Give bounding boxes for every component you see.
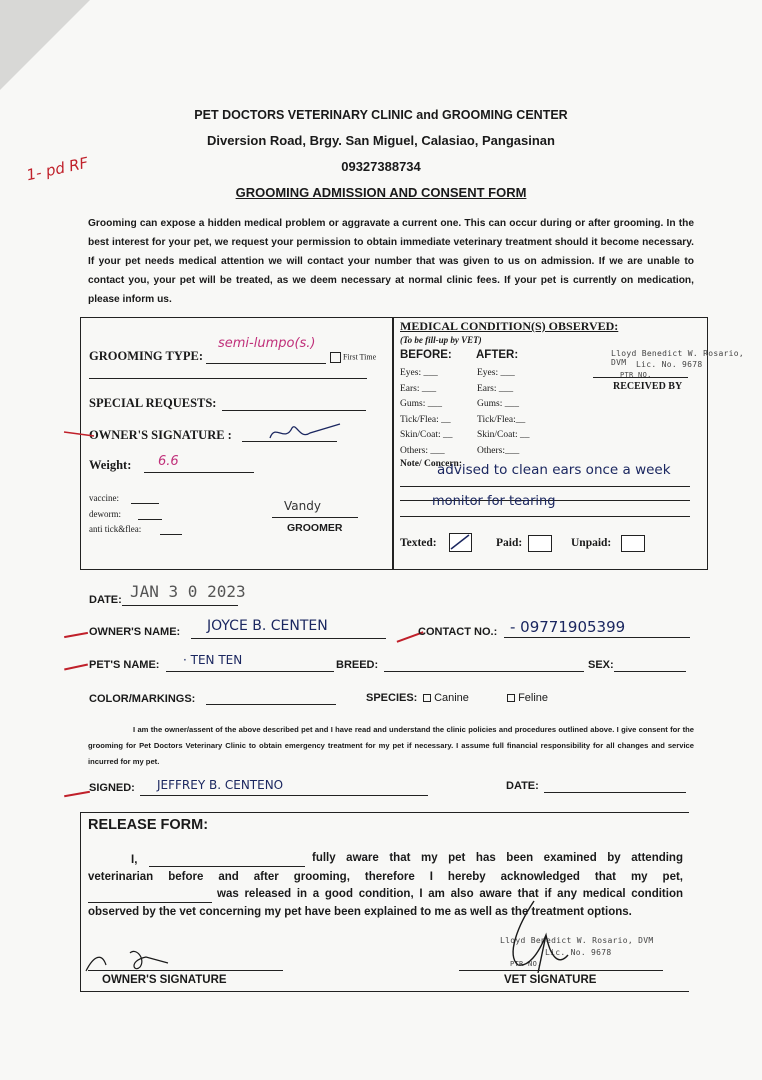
medical-subtitle: (To be fill-up by VET) xyxy=(400,335,482,345)
received-by-line xyxy=(593,377,688,378)
contact-line xyxy=(504,637,690,638)
antitick-line xyxy=(160,534,182,535)
signed-line xyxy=(140,795,428,796)
release-line3: was released in a good condition, I am also aware that if any medical condition xyxy=(217,888,683,900)
owner-name-value: JOYCE B. CENTEN xyxy=(207,618,328,634)
pet-name-label: PET'S NAME: xyxy=(89,659,160,671)
after-item: Eyes: ___ xyxy=(477,368,515,378)
paid-label: Paid: xyxy=(496,537,523,549)
grooming-type-line xyxy=(206,363,326,364)
vaccine-line xyxy=(131,503,159,504)
grooming-type-line2 xyxy=(89,378,367,379)
note-line-1 xyxy=(400,486,690,487)
release-title: RELEASE FORM: xyxy=(88,817,209,833)
color-label: COLOR/MARKINGS: xyxy=(89,693,196,705)
vaccine-label: vaccine: xyxy=(89,493,119,503)
groomer-line xyxy=(272,517,358,518)
after-item: Gums: ___ xyxy=(477,399,519,410)
release-line4: observed by the vet concerning my pet have been explained to me as well as the treatment options. xyxy=(88,906,632,918)
vet-signature-scribble xyxy=(498,895,598,975)
release-vet-sig-label: VET SIGNATURE xyxy=(504,974,597,986)
margin-note: 1- pd RF xyxy=(24,153,90,185)
date-stamp: JAN 3 0 2023 xyxy=(130,582,246,601)
signed-date-label: DATE: xyxy=(506,780,539,792)
deworm-label: deworm: xyxy=(89,509,121,519)
pet-name-value: · TEN TEN xyxy=(183,653,243,667)
breed-line xyxy=(384,671,584,672)
box-divider xyxy=(392,317,394,570)
release-owner-sig-label: OWNER'S SIGNATURE xyxy=(102,974,227,986)
owner-signature-label: OWNER'S SIGNATURE : xyxy=(89,428,232,442)
release-vet-sig-line xyxy=(459,970,663,971)
before-item: Skin/Coat: __ xyxy=(400,430,453,441)
texted-check-mark xyxy=(449,533,471,551)
groomer-label: GROOMER xyxy=(287,522,343,534)
after-item: Tick/Flea:__ xyxy=(477,414,526,425)
signed-label: SIGNED: xyxy=(89,782,135,794)
note-handwriting-1: advised to clean ears once a week xyxy=(437,462,671,478)
release-vet-stamp-lic: Lic. No. 9678 xyxy=(545,948,612,957)
date-label: DATE: xyxy=(89,594,122,606)
vet-stamp-ptr: PTR NO. xyxy=(620,371,652,379)
date-line xyxy=(122,605,238,606)
antitick-label: anti tick&flea: xyxy=(89,524,142,534)
form-title: GROOMING ADMISSION AND CONSENT FORM xyxy=(235,185,527,200)
pet-name-line xyxy=(166,671,334,672)
intro-paragraph: Grooming can expose a hidden medical problem or aggravate a current one. This can occur during or after grooming. In the best interest for your pet, we request your permission to obtain immediate veterinary treatment should it become necessary. If your pet needs medical attention we will contact your number that was given to us on admission. If we are unable to contact you, your pet will be treated, as we deem necessary at normal clinic fees. If your pet is currently on medication, please inform us. xyxy=(88,218,694,305)
texted-label: Texted: xyxy=(400,537,437,549)
release-line1: fully aware that my pet has been examined by attending xyxy=(312,852,683,864)
first-time-checkbox[interactable]: First Time xyxy=(330,352,376,363)
received-by-label: RECEIVED BY xyxy=(613,381,683,392)
before-item: Ears: ___ xyxy=(400,383,437,394)
note-label: Note/ Concern: xyxy=(400,459,462,469)
before-item: Others: ___ xyxy=(400,445,445,456)
before-item: Tick/Flea: __ xyxy=(400,414,451,425)
consent-text: I am the owner/assent of the above described pet and I have read and understand the clinic policies and procedures outlined above. I give consent for the grooming for Pet Doctors Veterinary Clinic to obtain emergency treatment for my pet if necessary. I assume full financial responsibility for all changes and service incurred for my pet. xyxy=(88,725,694,766)
weight-line xyxy=(144,472,254,473)
deworm-line xyxy=(138,519,162,520)
release-i: I, xyxy=(131,854,138,866)
before-item: Eyes: ___ xyxy=(400,368,438,378)
contact-value: - 09771905399 xyxy=(510,618,626,636)
special-requests-line xyxy=(222,410,366,411)
release-line2: veterinarian before and after grooming, therefore I hereby acknowledged that my pet, xyxy=(88,871,683,883)
release-name-line xyxy=(149,866,305,867)
clinic-name: PET DOCTORS VETERINARY CLINIC and GROOMING CENTER xyxy=(194,108,568,122)
unpaid-label: Unpaid: xyxy=(571,537,612,549)
after-label: AFTER: xyxy=(476,349,519,361)
release-vet-stamp-name: Lloyd Benedict W. Rosario, DVM xyxy=(500,936,654,945)
canine-option[interactable]: Canine xyxy=(423,692,469,704)
signed-date-line xyxy=(544,792,686,793)
species-label: SPECIES: xyxy=(366,692,418,704)
unpaid-checkbox[interactable] xyxy=(621,535,645,552)
breed-label: BREED: xyxy=(336,659,379,671)
signed-value: JEFFREY B. CENTENO xyxy=(157,778,284,792)
after-list xyxy=(477,366,530,460)
release-owner-sig-line xyxy=(88,970,283,971)
groomer-name: Vandy xyxy=(284,499,321,513)
grooming-type-value: semi-lumpo(s.) xyxy=(218,336,316,351)
weight-label: Weight: xyxy=(89,458,132,472)
folded-corner xyxy=(0,0,90,90)
after-item: Skin/Coat: __ xyxy=(477,430,530,441)
before-list xyxy=(400,366,453,460)
feline-option[interactable]: Feline xyxy=(507,692,548,704)
special-requests-label: SPECIAL REQUESTS: xyxy=(89,396,217,410)
release-vet-stamp-ptr: PTR NO. xyxy=(510,960,542,968)
contact-label: CONTACT NO.: xyxy=(418,626,498,638)
clinic-address: Diversion Road, Brgy. San Miguel, Calasiao, Pangasinan xyxy=(207,133,555,148)
color-line xyxy=(206,704,336,705)
after-item: Ears: ___ xyxy=(477,383,514,394)
grooming-type-label: GROOMING TYPE: xyxy=(89,349,204,363)
weight-value: 6.6 xyxy=(158,454,179,469)
note-handwriting-2: monitor for tearing xyxy=(432,494,556,509)
vet-stamp-name: Lloyd Benedict W. Rosario, DVM xyxy=(611,349,745,367)
before-item: Gums: ___ xyxy=(400,399,442,410)
vet-stamp-lic: Lic. No. 9678 xyxy=(636,360,703,369)
before-label: BEFORE: xyxy=(400,349,452,361)
release-pet-line xyxy=(88,902,212,903)
owner-name-label: OWNER'S NAME: xyxy=(89,626,181,638)
paid-checkbox[interactable] xyxy=(528,535,552,552)
after-item: Others:___ xyxy=(477,445,520,456)
clinic-phone: 09327388734 xyxy=(341,159,421,174)
owner-name-line xyxy=(191,638,386,639)
owner-signature-scribble xyxy=(60,418,350,448)
sex-label: SEX: xyxy=(588,659,614,671)
note-line-3 xyxy=(400,516,690,517)
medical-title: MEDICAL CONDITION(S) OBSERVED: xyxy=(400,319,619,333)
sex-line xyxy=(614,671,686,672)
